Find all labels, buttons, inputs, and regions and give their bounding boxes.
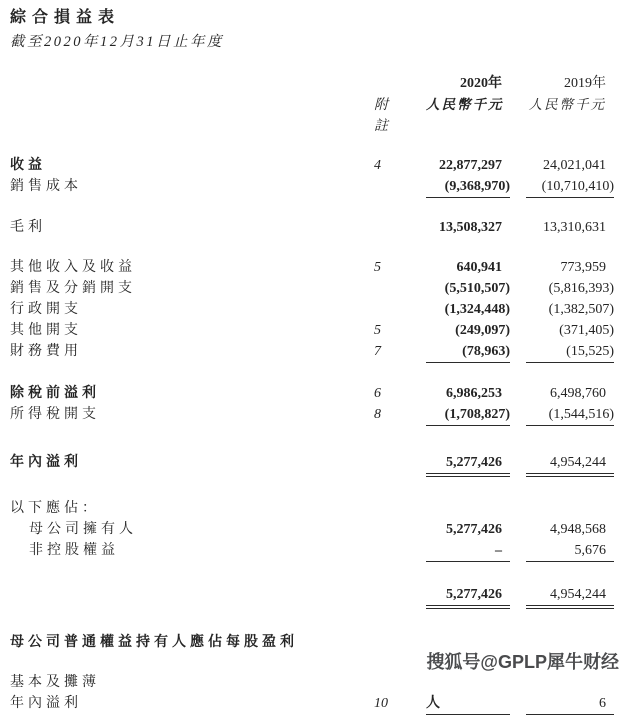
row-label: 行政開支 — [10, 302, 82, 317]
page-subtitle: 截至2020年12月31日止年度 — [10, 34, 224, 50]
table-row — [10, 278, 614, 299]
value-2020: (1,324,448) — [444, 302, 510, 317]
value-2020: 5,277,426 — [446, 522, 502, 537]
column-header-unit-2020: 人民幣千元 — [426, 97, 504, 112]
row-gap — [10, 198, 614, 217]
row-label: 母公司普通權益持有人應佔每股盈利 — [10, 635, 298, 650]
row-label: 年內溢利 — [10, 455, 82, 470]
value-2020: 5,277,426 — [426, 584, 510, 606]
value-2019: 4,954,244 — [526, 584, 614, 606]
value-2019: (1,382,507) — [548, 302, 614, 317]
row-label: 銷售及分銷開支 — [10, 281, 136, 296]
row-note: 5 — [374, 323, 381, 338]
value-2019: 4,954,244 — [526, 452, 614, 474]
value-2019: 773,959 — [560, 260, 606, 275]
value-2020: (1,708,827) — [426, 404, 510, 426]
row-note: 7 — [374, 344, 381, 359]
row-label: 銷售成本 — [10, 179, 82, 194]
row-note: 5 — [374, 260, 381, 275]
column-header-2019: 2019年 — [564, 76, 606, 91]
row-gap — [10, 238, 614, 257]
row-note: 8 — [374, 407, 381, 422]
header-gap — [10, 137, 614, 155]
table-row — [10, 584, 614, 606]
row-label: 年內溢利 — [10, 696, 82, 711]
row-label: 基本及攤薄 — [10, 675, 100, 690]
value-2020: 6,986,253 — [446, 386, 502, 401]
row-label: 毛利 — [10, 220, 46, 235]
row-label: 所得稅開支 — [10, 407, 100, 422]
value-2020: 5,277,426 — [426, 452, 510, 474]
row-gap — [10, 363, 614, 383]
value-2020: 22,877,297 — [439, 158, 502, 173]
value-2020: 13,508,327 — [439, 220, 502, 235]
table-row — [10, 540, 614, 562]
table-row — [10, 383, 614, 404]
value-2020: (78,963) — [426, 341, 510, 363]
value-2019: (371,405) — [559, 323, 614, 338]
value-2020: (9,368,970) — [426, 176, 510, 198]
column-header-unit-2019: 人民幣千元 — [528, 97, 606, 112]
value-2020: 人 — [426, 693, 510, 715]
table-row — [10, 299, 614, 320]
value-2019: 6,498,760 — [550, 386, 606, 401]
value-2019: 4,948,568 — [550, 522, 606, 537]
sohu-watermark: 搜狐号@GPLP犀牛财经 — [426, 652, 619, 672]
row-label: 非控股權益 — [29, 543, 119, 558]
page-title: 綜合損益表 — [10, 9, 121, 26]
value-2019: 24,021,041 — [543, 158, 606, 173]
row-note: 6 — [374, 386, 381, 401]
row-gap — [10, 474, 614, 498]
table-row — [10, 155, 614, 176]
table-header-years — [10, 73, 614, 94]
table-row — [10, 498, 614, 519]
value-2019: (5,816,393) — [548, 281, 614, 296]
table-row — [10, 320, 614, 341]
value-2020: 640,941 — [456, 260, 502, 275]
value-2019: (15,525) — [526, 341, 614, 363]
table-row — [10, 693, 614, 715]
table-row — [10, 452, 614, 474]
row-label: 其他開支 — [10, 323, 82, 338]
row-note: 4 — [374, 158, 381, 173]
row-label: 其他收入及收益 — [10, 260, 136, 275]
table-row — [10, 519, 614, 540]
value-2019: (1,544,516) — [526, 404, 614, 426]
value-2019: 5,676 — [526, 540, 614, 562]
row-label: 母公司擁有人 — [29, 522, 137, 537]
table-row — [10, 341, 614, 363]
value-2020: (249,097) — [455, 323, 510, 338]
value-2020: – — [426, 540, 510, 562]
table-row — [10, 404, 614, 426]
table-row — [10, 672, 614, 693]
table-row — [10, 176, 614, 198]
table-header-units — [10, 94, 614, 137]
table-row — [10, 257, 614, 278]
row-note: 10 — [374, 696, 388, 711]
row-gap — [10, 562, 614, 584]
column-header-2020: 2020年 — [460, 76, 502, 91]
row-gap — [10, 426, 614, 452]
row-gap — [10, 606, 614, 632]
value-2019: 6 — [526, 693, 614, 715]
row-label: 收益 — [10, 158, 46, 173]
row-label: 除稅前溢利 — [10, 386, 100, 401]
row-label: 財務費用 — [10, 344, 82, 359]
value-2020: (5,510,507) — [444, 281, 510, 296]
table-row — [10, 217, 614, 238]
statement-rows — [10, 155, 614, 715]
value-2019: 13,310,631 — [543, 220, 606, 235]
value-2019: (10,710,410) — [526, 176, 614, 198]
row-label: 以下應佔： — [10, 501, 100, 516]
column-header-note: 附註 — [374, 98, 391, 134]
